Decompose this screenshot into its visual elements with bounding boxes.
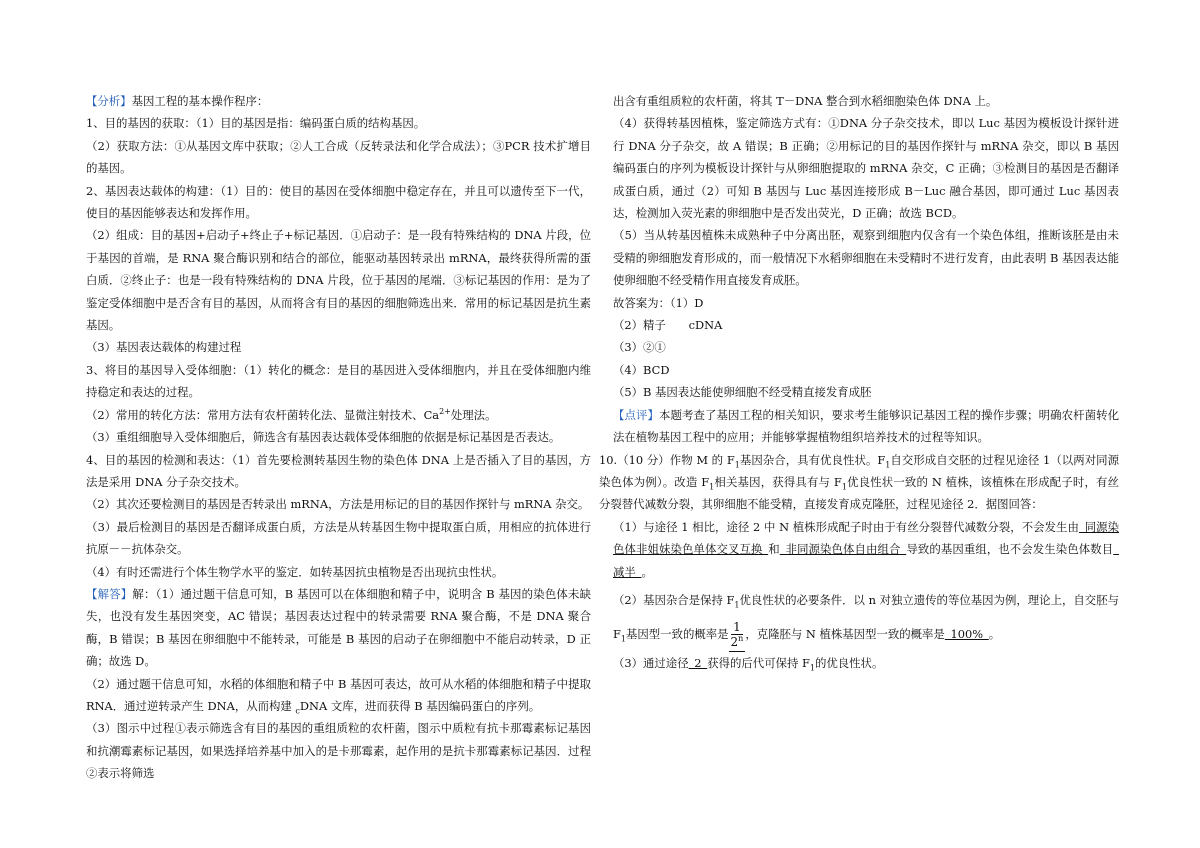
paragraph: （3）图示中过程①表示筛选含有目的基因的重组质粒的农杆菌，图示中质粒有抗卡那霉素标记基因和抗潮霉素标记基因，如果选择培养基中加入的是卡那霉素，起作用的是抗卡那霉素标记基因．过程②表示将筛选 xyxy=(86,721,591,781)
answer-line: （2）精子 cDNA xyxy=(613,318,723,333)
analysis-tag: 【分析】 xyxy=(86,94,132,108)
paragraph: （2）组成：目的基因+启动子+终止子+标记基因．①启动子：是一段有特殊结构的 DNA 片段，位于基因的首端，是 RNA 聚合酶识别和结合的部位，能驱动基因转录出 mRNA，最终获得所需的蛋白质．②终止子：也是一段有特殊结构的 DNA 片段，位于基因的尾端．③标记基因的作用：是为了鉴定受体细胞中是否含有目的基因，从而将含有目的基因的细胞筛选出来．常用的标记基因是抗生素基因。 xyxy=(86,228,591,333)
question-10-part-1: （1）与途径 1 相比，途径 2 中 N 植株形成配子时由于有丝分裂替代减数分裂，不会发生由 同源染色体非姐妹染色单体交叉互换 和 非同源染色体自由组合 导致的基因重组，也不会发生染色体数目 减半 。 xyxy=(613,519,1119,579)
question-10-part-2: （2）基因杂合是保持 $F_1$优良性状的必要条件．以 n 对独立遗传的等位基因为例，理论上，自交胚与 $F_1$基因型一致的概率是 $\frac{1}{2^n}$ ，克隆胚与 N 植株基因型一致的概率是 100% 。 xyxy=(613,583,1119,652)
question-10-part-3: （3）通过途径 2 获得的后代可保持 $F_1$的优良性状。 xyxy=(613,655,884,673)
comment-tag: 【点评】 xyxy=(613,407,660,422)
answer-summary: 故答案为：（1）D xyxy=(613,295,704,310)
paragraph: （2）其次还要检测目的基因是否转录出 mRNA，方法是用标记的目的基因作探针与 mRNA 杂交。 xyxy=(86,497,590,512)
left-column xyxy=(86,90,591,785)
paragraph: （2）获取方法：①从基因文库中获取；②人工合成（反转录法和化学合成法）；③PCR 技术扩增目的基因。 xyxy=(86,138,591,176)
question-10-stem: 10.（10 分）作物 M 的 $F_1$基因杂合，具有优良性状。$F_1$自交形成自交胚的过程见途径 1（以两对同源染色体为例）。改造 $F_1$相关基因，获得具有与 $F_1$优良性状一致的 N 植株，该植株在形成配子时，有丝分裂替代减数分裂，其卵细胞不能受精，直接发育成克隆胚，过程见途径 2．据图回答： xyxy=(599,452,1120,512)
paragraph: 1、目的基因的获取：（1）目的基因是指：编码蛋白质的结构基因。 xyxy=(86,116,426,131)
comment-paragraph: 【点评】本题考查了基因工程的相关知识，要求考生能够识记基因工程的操作步骤；明确农杆菌转化法在植物基因工程中的应用；并能够掌握植物组织培养技术的过程等知识。 xyxy=(613,407,1119,445)
paragraph: （4）获得转基因植株，鉴定筛选方式有：①DNA 分子杂交技术，即以 Luc 基因为模板设计探针进行 DNA 分子杂交，故 A 错误；B 正确；②用标记的目的基因作探针与 mRNA 杂交，即以 B 基因编码蛋白的序列为模板设计探针与从卵细胞提取的 mRNA 杂交，C 正确；③检测目的基因是否翻译成蛋白质，通过（2）可知 B 基因与 Luc 基因连接形成 B－Luc 融合基因，即可通过 Luc 基因表达，检测加入荧光素的卵细胞中是否发出荧光，D 正确；故选 BCD。 xyxy=(613,116,1119,221)
paragraph: 出含有重组质粒的农杆菌，将其 T－DNA 整合到水稻细胞染色体 DNA 上。 xyxy=(613,94,998,108)
analysis-heading: 【分析】基因工程的基本操作程序： xyxy=(86,94,269,108)
answer-line: （3）②① xyxy=(613,340,666,355)
paragraph: 2、基因表达载体的构建：（1）目的：使目的基因在受体细胞中稳定存在，并且可以遗传至下一代，使目的基因能够表达和发挥作用。 xyxy=(86,183,591,221)
paragraph: （2）通过题干信息可知，水稻的体细胞和精子中 B 基因可表达，故可从水稻的体细胞和精子中提取 RNA．通过逆转录产生 DNA，从而构建 $_c$DNA 文库，进而获得 B 基因编码蛋白的序列。 xyxy=(86,676,591,716)
answer-tag: 【解答】 xyxy=(86,586,133,601)
fraction: $\frac{1}{2^n}$ xyxy=(730,620,744,650)
answer-line: （5）B 基因表达能使卵细胞不经受精直接发育成胚 xyxy=(613,385,872,400)
right-column xyxy=(599,90,1120,674)
paragraph: （3）重组细胞导入受体细胞后，筛选含有基因表达载体受体细胞的依据是标记基因是否表达。 xyxy=(86,430,561,445)
answer-blank: 100% xyxy=(944,626,989,641)
paragraph: （3）最后检测目的基因是否翻译成蛋白质，方法是从转基因生物中提取蛋白质，用相应的抗体进行抗原－－抗体杂交。 xyxy=(86,519,591,557)
paragraph: （4）有时还需进行个体生物学水平的鉴定．如转基因抗虫植物是否出现抗虫性状。 xyxy=(86,564,504,579)
answer-line: （4）BCD xyxy=(613,362,670,377)
answer-heading: 【解答】解：（1）通过题干信息可知，B 基因可以在体细胞和精子中，说明含 B 基因的染色体未缺失，也没有发生基因突变，AC 错误；基因表达过程中的转录需要 RNA 聚合酶，不是 DNA 聚合酶，B 错误；B 基因在卵细胞中不能转录，可能是 B 基因的启动子在卵细胞中不能启动转录，D 正确；故选 D。 xyxy=(86,586,591,669)
fraction-answer-blank xyxy=(729,617,746,652)
question-10 xyxy=(599,449,1119,675)
paragraph: （5）当从转基因植株未成熟种子中分离出胚，观察到细胞内仅含有一个染色体组，推断该胚是由未受精的卵细胞发育形成的，而一般情况下水稻卵细胞在未受精时不进行发育，由此表明 B 基因表达能使卵细胞不经受精作用直接发育成胚。 xyxy=(613,228,1119,288)
answer-blank: 2 xyxy=(688,655,708,670)
paragraph: （3）基因表达载体的构建过程 xyxy=(86,340,242,355)
paragraph: （2）常用的转化方法：常用方法有农杆菌转化法、显微注射技术、$Ca^{2+}$处理法。 xyxy=(86,406,497,422)
answer-blank: 减半 xyxy=(613,542,1119,579)
paragraph: 4、目的基因的检测和表达：（1）首先要检测转基因生物的染色体 DNA 上是否插入了目的基因，方法是采用 DNA 分子杂交技术。 xyxy=(86,452,591,489)
answer-blank: 非同源染色体自由组合 xyxy=(779,542,907,557)
paragraph: 3、将目的基因导入受体细胞：（1）转化的概念：是目的基因进入受体细胞内，并且在受体细胞内维持稳定和表达的过程。 xyxy=(86,362,591,400)
answer-blank: 同源染色体非姐妹染色单体交叉互换 xyxy=(613,519,1119,557)
question-number: 10. xyxy=(599,452,618,467)
